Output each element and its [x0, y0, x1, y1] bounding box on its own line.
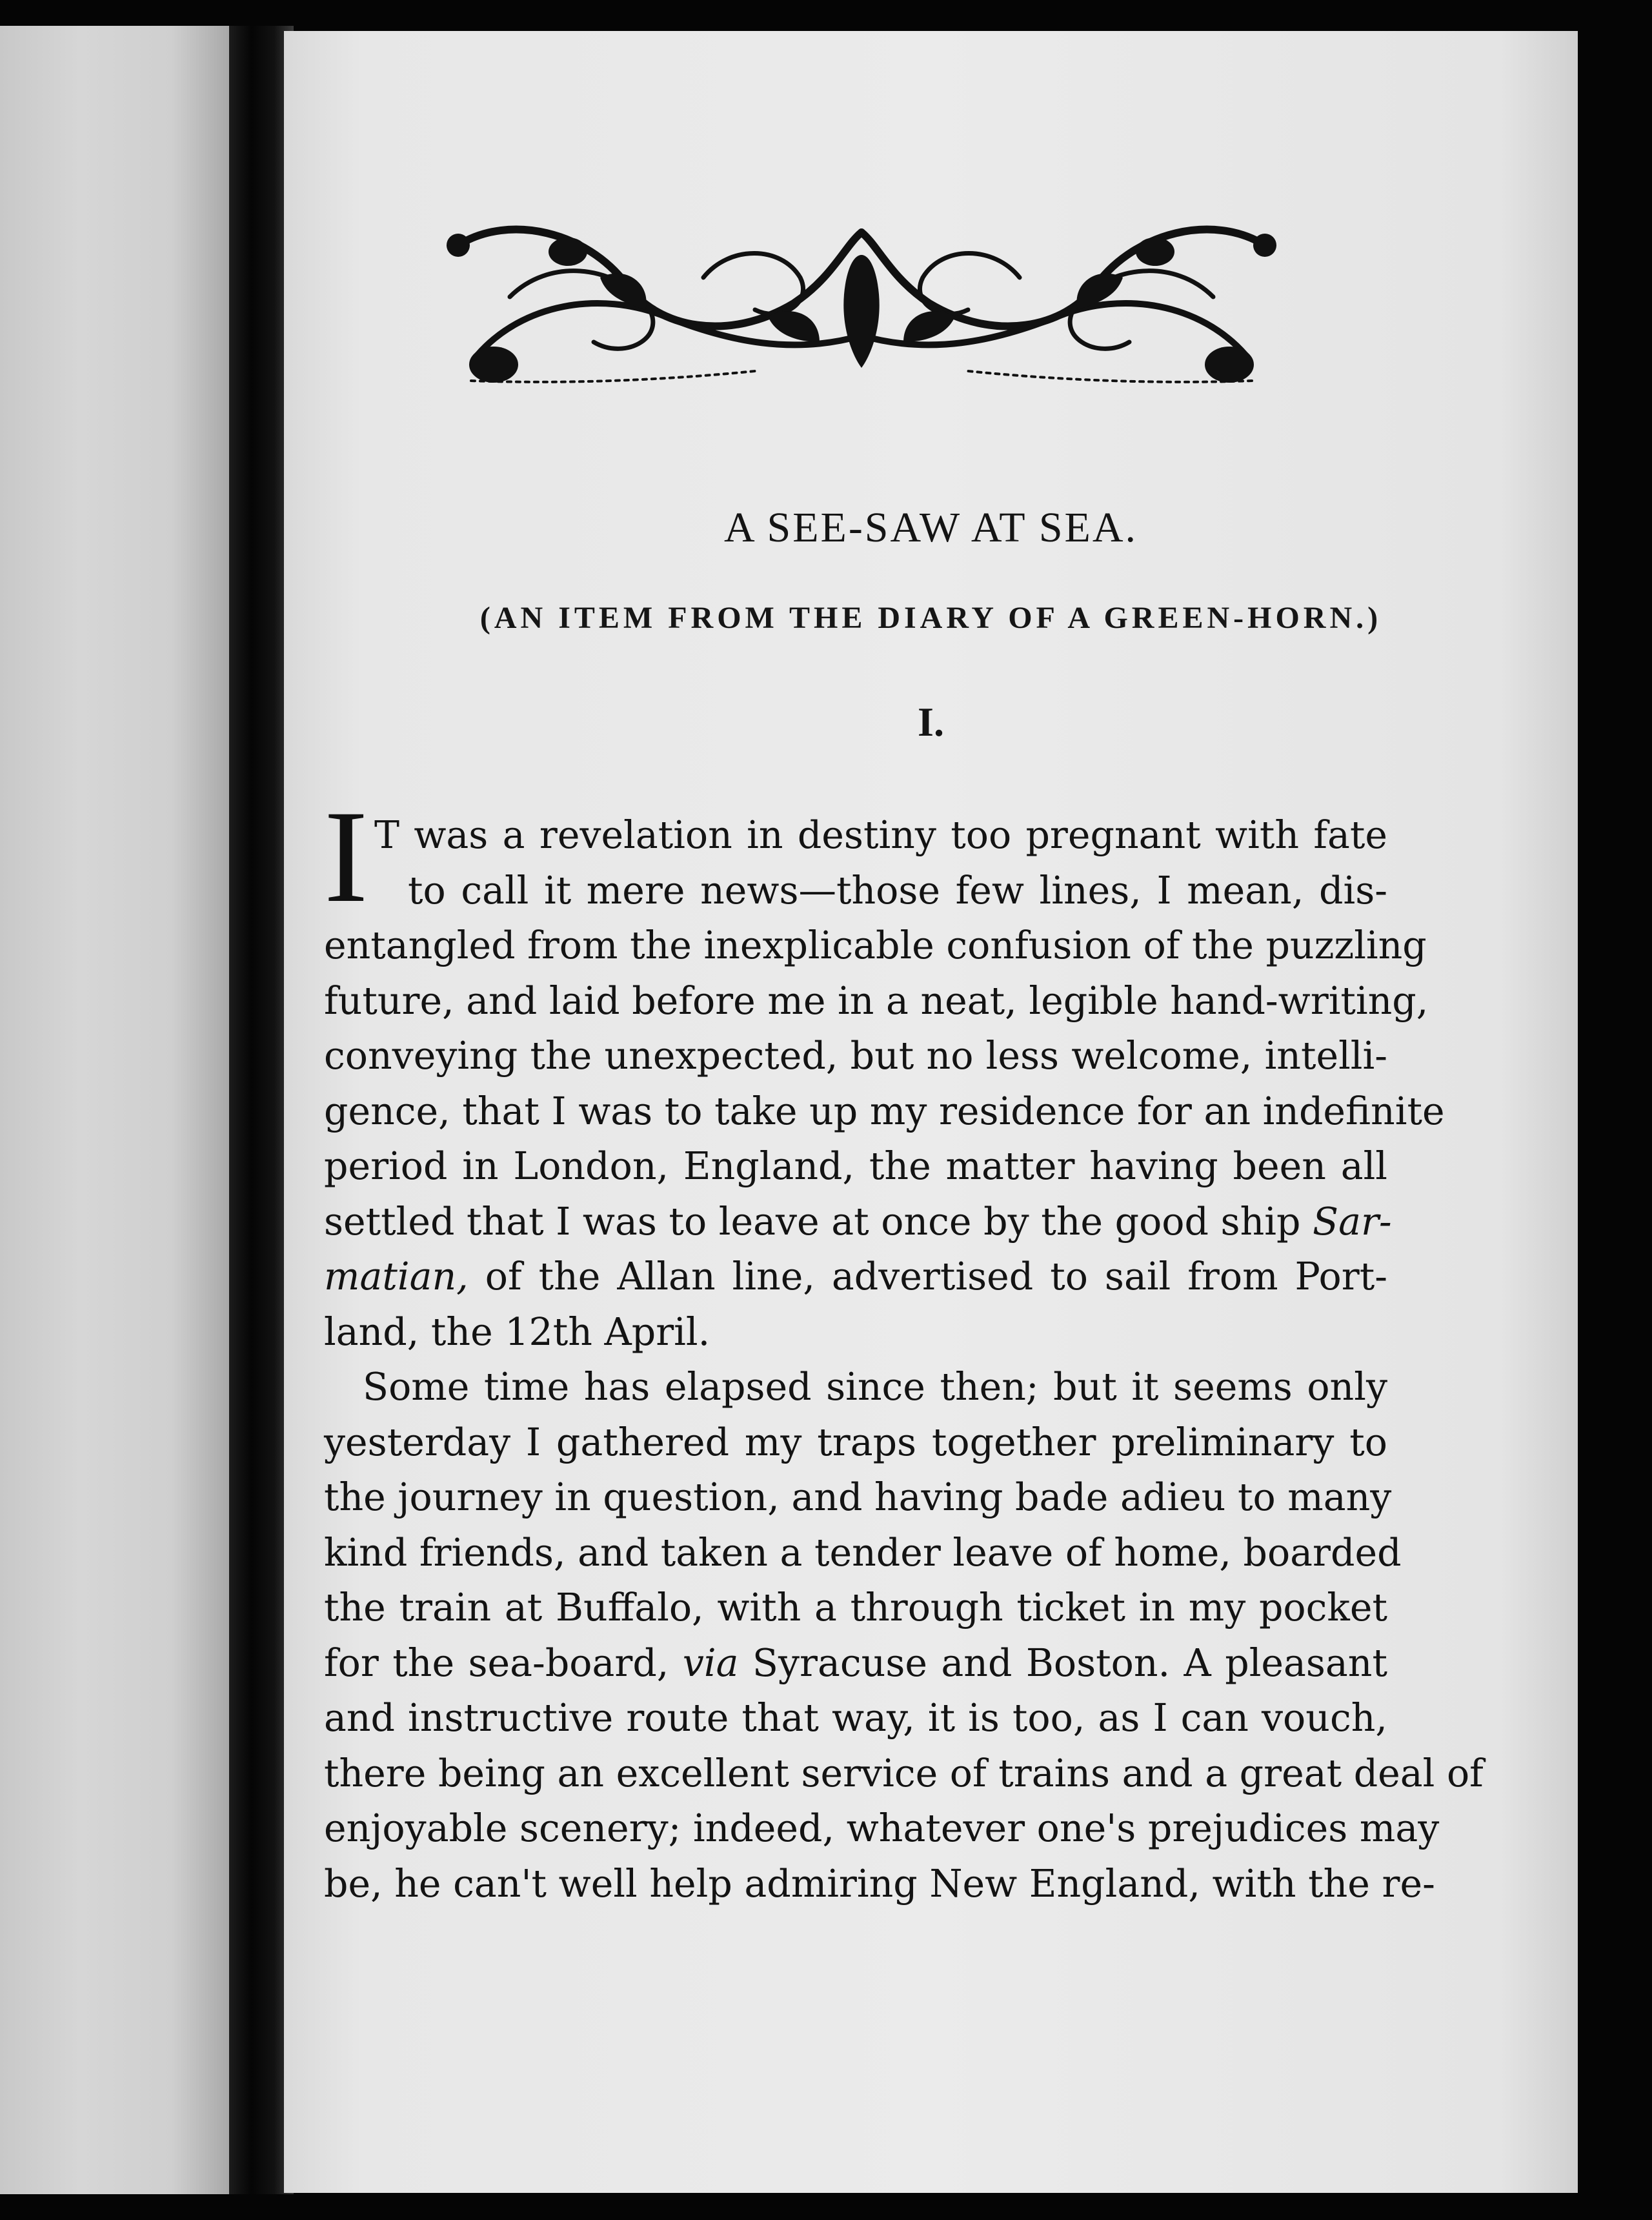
text-line [324, 1195, 1392, 1250]
text-line: to call it mere news—those few lines, I mean, dis- [408, 868, 1387, 913]
text-line: there being an excellent service of trains and a great deal of [324, 1751, 1484, 1795]
decorative-ornament-headpiece [432, 207, 1291, 394]
section-number: I. [918, 699, 944, 745]
text-line: be, he can't well help admiring New England, with the re- [324, 1861, 1435, 1906]
text-line: and instructive route that way, it is too, as I can vouch, [324, 1696, 1387, 1740]
text-line: period in London, England, the matter having been all [324, 1144, 1387, 1188]
paragraph-1 [324, 783, 1445, 1360]
text-line: yesterday I gathered my traps together preliminary to [324, 1420, 1387, 1464]
body-text [324, 783, 1484, 1912]
paragraph-2 [324, 1360, 1484, 1912]
text-line: gence, that I was to take up my residence for an indefinite [324, 1089, 1445, 1133]
text-line: the train at Buffalo, with a through ticket in my pocket [324, 1586, 1387, 1630]
text-line: T was a revelation in destiny too pregnant with fate [374, 813, 1387, 857]
left-page-edge [0, 26, 229, 2194]
ship-name-italic: Sar- [1313, 1199, 1392, 1244]
text-fragment: settled that I was to leave at once by the good ship [324, 1199, 1313, 1244]
text-line: conveying the unexpected, but no less welcome, intelli- [324, 1034, 1387, 1078]
text-fragment: Syracuse and Boston. A pleasant [738, 1640, 1387, 1685]
text-line: land, the 12th April. [324, 1309, 710, 1354]
text-fragment: for the sea-board, [324, 1640, 683, 1685]
text-line [324, 1249, 1387, 1305]
text-line: the journey in question, and having bade adieu to many [324, 1475, 1392, 1519]
text-line: future, and laid before me in a neat, legible hand-writing, [324, 978, 1429, 1023]
text-line: kind friends, and taken a tender leave of home, boarded [324, 1530, 1402, 1575]
text-line: Some time has elapsed since then; but it seems only [363, 1365, 1387, 1409]
text-line: entangled from the inexplicable confusion of the puzzling [324, 923, 1427, 967]
text-line [324, 1636, 1387, 1691]
via-italic: via [682, 1640, 739, 1685]
ship-name-italic: matian, [324, 1255, 468, 1298]
article-title: A SEE-SAW AT SEA. [723, 504, 1138, 551]
text-fragment: of the Allan line, advertised to sail from Port- [468, 1255, 1387, 1298]
drop-cap: I [324, 783, 368, 930]
text-line: enjoyable scenery; indeed, whatever one's prejudices may [324, 1806, 1440, 1850]
article-subtitle: (AN ITEM FROM THE DIARY OF A GREEN-HORN.) [479, 601, 1382, 635]
